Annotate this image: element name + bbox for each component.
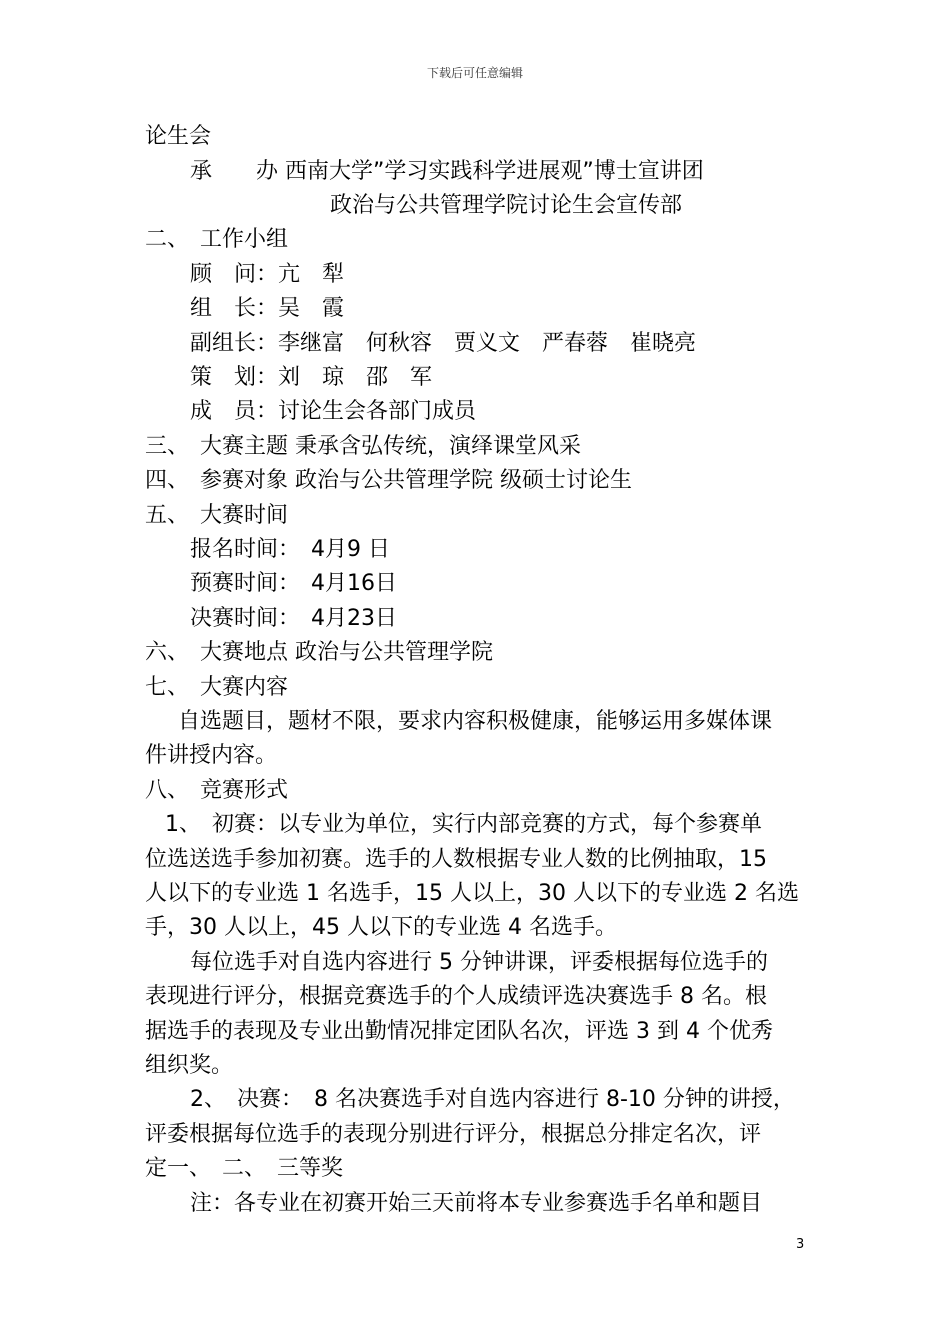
doc-line: 件讲授内容。 bbox=[145, 743, 278, 768]
doc-line: 策 划：刘 琼 邵 军 bbox=[190, 365, 433, 390]
doc-line: 顾 问：亢 犁 bbox=[190, 262, 345, 287]
doc-line: 1、 初赛：以专业为单位，实行内部竞赛的方式，每个参赛单 bbox=[165, 812, 762, 837]
doc-line: 每位选手对自选内容进行 5 分钟讲课，评委根据每位选手的 bbox=[190, 950, 768, 975]
page-number: 3 bbox=[796, 1237, 805, 1252]
doc-line: 表现进行评分，根据竞赛选手的个人成绩评选决赛选手 8 名。根 bbox=[145, 984, 767, 1009]
section-heading: 七、 大赛内容 bbox=[145, 675, 289, 700]
doc-line: 副组长：李继富 何秋容 贾义文 严春蓉 崔晓亮 bbox=[190, 331, 697, 356]
doc-line: 组 长：吴 霞 bbox=[190, 296, 345, 321]
doc-line: 评委根据每位选手的表现分别进行评分，根据总分排定名次，评 bbox=[145, 1122, 762, 1147]
doc-line: 组织奖。 bbox=[145, 1053, 234, 1078]
doc-line: 手，30 人以上，45 人以下的专业选 4 名选手。 bbox=[145, 915, 617, 940]
doc-line: 决赛时间： 4月23日 bbox=[190, 606, 397, 631]
doc-line: 承 办 西南大学”学习实践科学进展观”博士宣讲团 bbox=[190, 159, 704, 184]
section-heading: 六、 大赛地点 政治与公共管理学院 bbox=[145, 640, 493, 665]
doc-line: 注：各专业在初赛开始三天前将本专业参赛选手名单和题目 bbox=[190, 1191, 763, 1216]
section-heading: 四、 参赛对象 政治与公共管理学院 级硕士讨论生 bbox=[145, 468, 632, 493]
doc-line: 论生会 bbox=[145, 124, 212, 149]
doc-line: 据选手的表现及专业出勤情况排定团队名次，评选 3 到 4 个优秀 bbox=[145, 1019, 773, 1044]
section-heading: 五、 大赛时间 bbox=[145, 503, 289, 528]
doc-line: 政治与公共管理学院讨论生会宣传部 bbox=[330, 193, 683, 218]
doc-line: 预赛时间： 4月16日 bbox=[190, 571, 397, 596]
doc-line: 2、 决赛： 8 名决赛选手对自选内容进行 8-10 分钟的讲授， bbox=[190, 1087, 795, 1112]
section-heading: 二、 工作小组 bbox=[145, 227, 289, 252]
section-heading: 三、 大赛主题 秉承含弘传统，演绎课堂风采 bbox=[145, 434, 581, 459]
doc-line: 人以下的专业选 1 名选手，15 人以上，30 人以下的专业选 2 名选 bbox=[145, 881, 799, 906]
doc-line: 自选题目，题材不限，要求内容积极健康，能够运用多媒体课 bbox=[178, 709, 773, 734]
page-header: 下载后可任意编辑 bbox=[426, 66, 523, 80]
doc-line: 定一、 二、 三等奖 bbox=[145, 1156, 344, 1181]
doc-line: 报名时间： 4月9 日 bbox=[190, 537, 390, 562]
doc-line: 成 员：讨论生会各部门成员 bbox=[190, 399, 477, 424]
section-heading: 八、 竞赛形式 bbox=[145, 778, 289, 803]
doc-line: 位选送选手参加初赛。选手的人数根据专业人数的比例抽取，15 bbox=[145, 847, 767, 872]
